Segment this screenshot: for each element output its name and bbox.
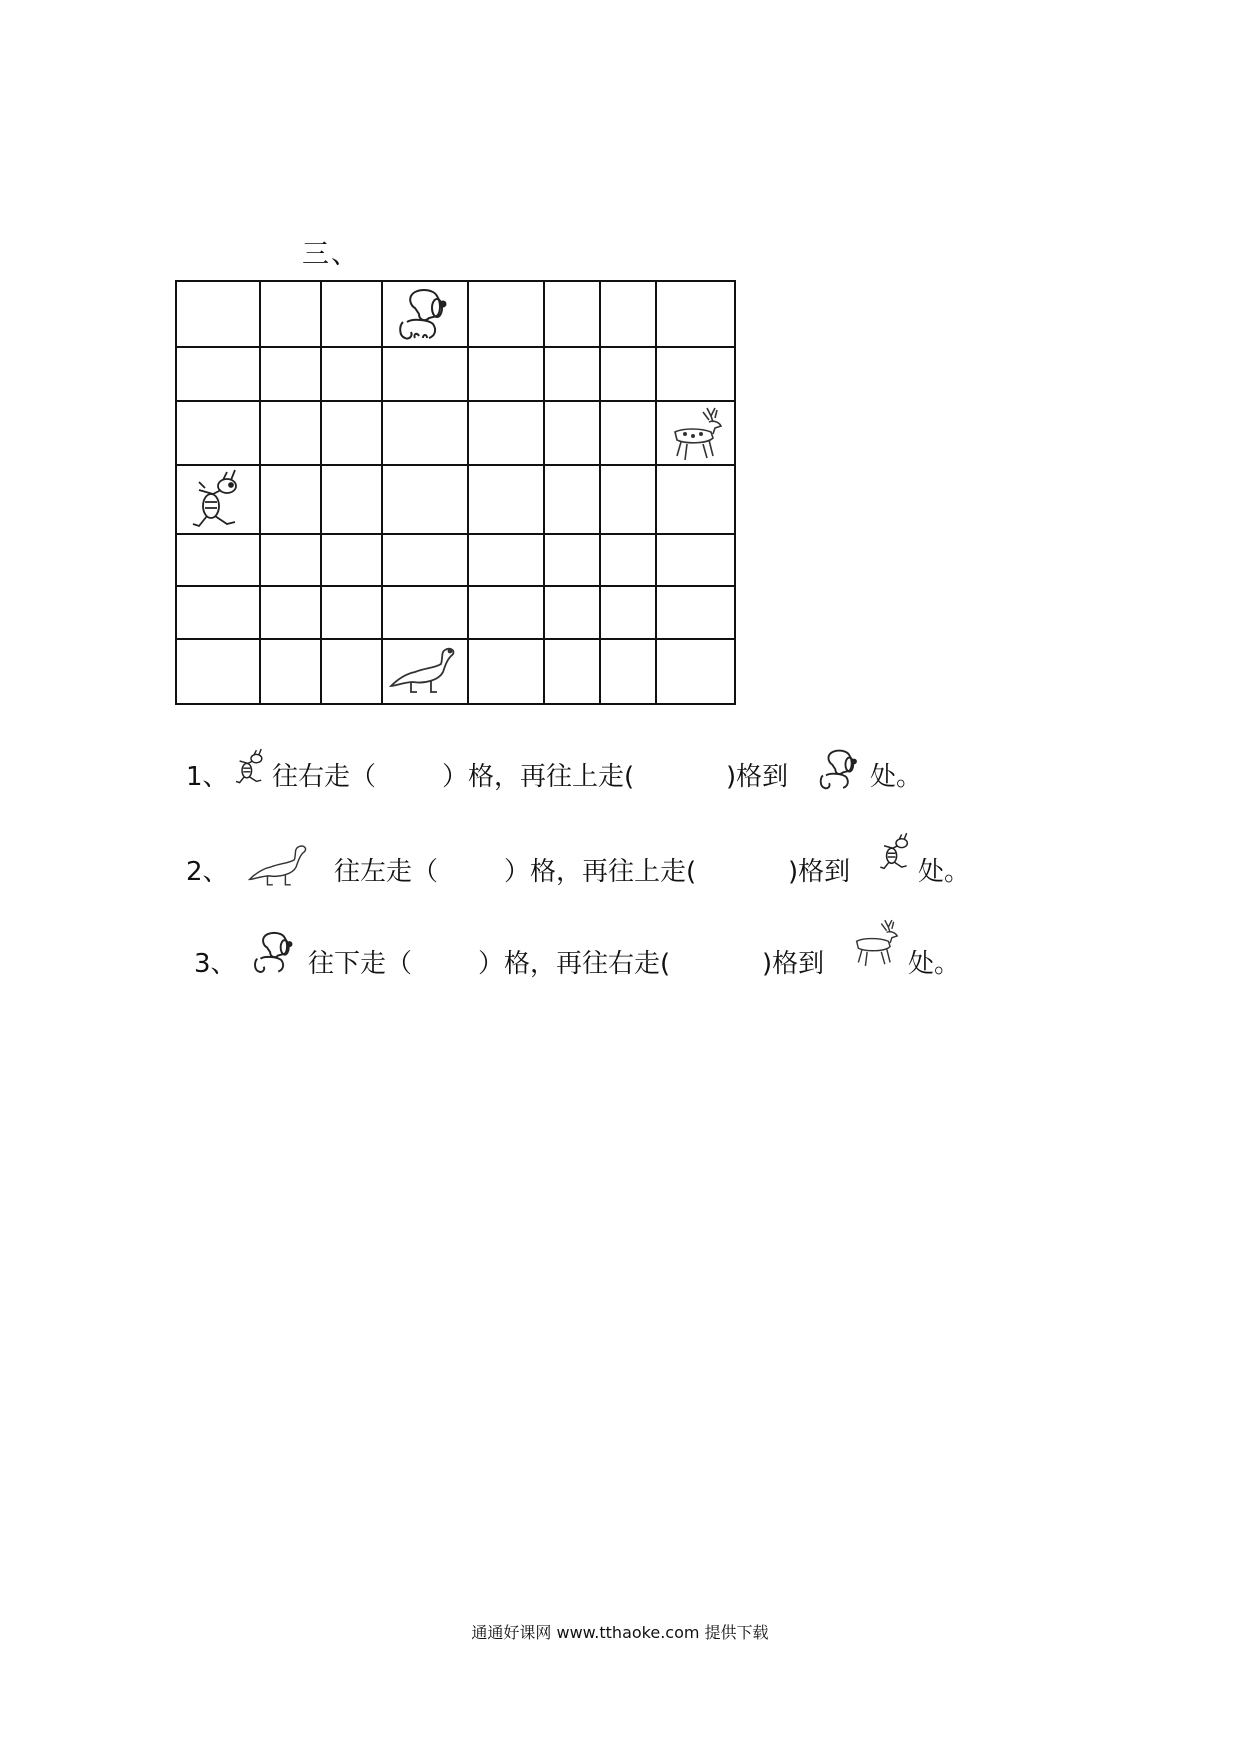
question-text-end: 处。 (918, 857, 971, 887)
question-number: 3、 (194, 949, 237, 979)
question-3 (186, 934, 966, 994)
question-text-part3: )格到 (762, 949, 825, 979)
question-1 (186, 747, 946, 807)
question-text-part2: ）格，再往上走( (442, 762, 635, 792)
ant-icon (230, 739, 272, 795)
coordinate-grid (175, 280, 736, 705)
question-text-part1: 往右走（ (272, 762, 377, 792)
deer-icon (846, 912, 906, 974)
question-2 (186, 842, 971, 902)
question-text-part2: ）格，再往上走( (504, 857, 697, 887)
dinosaur-icon (228, 840, 332, 892)
dog-icon (812, 747, 868, 793)
question-text-part1: 往下走（ (308, 949, 413, 979)
ant-icon (183, 468, 253, 532)
question-text-end: 处。 (870, 762, 923, 792)
ant-icon (874, 820, 918, 884)
question-number: 1、 (186, 762, 229, 792)
question-text-end: 处。 (908, 949, 961, 979)
question-number: 2、 (186, 857, 229, 887)
question-text-part2: ）格，再往右走( (478, 949, 671, 979)
dog-icon (246, 928, 304, 978)
dinosaur-icon (387, 642, 463, 700)
question-text-part3: )格到 (726, 762, 789, 792)
section-label: 三、 (302, 239, 360, 270)
deer-icon (663, 404, 731, 464)
question-text-part3: )格到 (788, 857, 851, 887)
dog-icon (389, 286, 461, 344)
question-text-part1: 往左走（ (334, 857, 439, 887)
footer-credit: 通通好课网 www.tthaoke.com 提供下载 (471, 1623, 769, 1642)
